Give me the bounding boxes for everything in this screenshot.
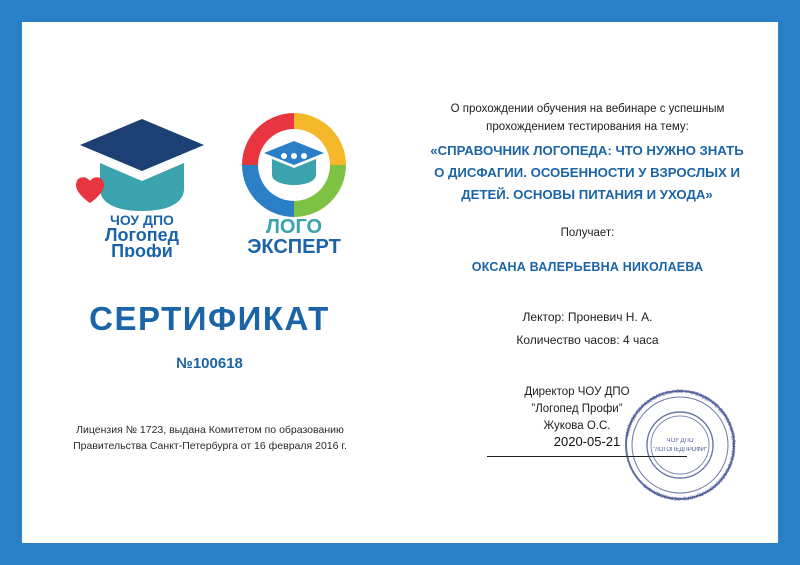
intro-line-1: О прохождении обучения на вебинаре с успешным: [450, 103, 725, 115]
logo-expert-line1: ЛОГО: [265, 216, 323, 238]
license-text: [40, 422, 380, 454]
director-line-1: Директор ЧОУ ДПО: [524, 386, 630, 398]
hours-text: Количество часов: 4 часа: [516, 333, 659, 347]
certificate-title: СЕРТИФИКАТ: [89, 300, 330, 337]
license-line-2: Правительства Санкт-Петербурга от 16 февраля 2016 г.: [73, 440, 347, 452]
stamp-outer-text: ЧАСТНОЕ ОБРАЗОВАТЕЛЬНОЕ УЧРЕЖДЕНИЕ ДОПОЛНИТЕЛЬНОГО ПРОФЕССИОНАЛЬНОГО ОБРАЗОВАНИЯ: [624, 388, 737, 502]
director-line-3: Жукова О.С.: [543, 420, 611, 432]
license-line-1: Лицензия № 1723, выдана Комитетом по образованию: [76, 424, 344, 436]
certificate-right-column: [397, 22, 778, 543]
logo-expert-logo: [227, 107, 362, 257]
stamp-inner-line1: ЧОУ ДПО: [666, 438, 694, 444]
certificate-content: [22, 22, 778, 543]
intro-text: [405, 100, 770, 136]
official-stamp-icon: [615, 380, 745, 510]
recipient-name: ОКСАНА ВАЛЕРЬЕВНА НИКОЛАЕВА: [471, 260, 704, 274]
course-topic: [401, 140, 773, 206]
logo-group: [62, 107, 362, 257]
logo-line2: Логопед: [104, 225, 180, 245]
director-line-2: ”Логопед Профи”: [531, 403, 623, 415]
lecturer-text: Лектор: Проневич Н. А.: [522, 310, 653, 324]
recipient-label: Получает:: [560, 227, 615, 239]
intro-line-2: прохождением тестирования на тему:: [486, 121, 689, 133]
logo-expert-line2: ЭКСПЕРТ: [247, 236, 341, 257]
logoped-profi-logo: [72, 107, 212, 257]
certificate-left-column: [22, 22, 397, 543]
issue-date: 2020-05-21: [553, 434, 621, 449]
certificate-number: №100618: [176, 355, 243, 372]
logo-line3: Профи: [111, 241, 173, 257]
topic-line-2: О ДИСФАГИИ. ОСОБЕННОСТИ У ВЗРОСЛЫХ И: [434, 165, 740, 180]
stamp-inner-line2: "ЛОГОПЕДПРОФИ": [652, 447, 708, 453]
logo-line1: ЧОУ ДПО: [110, 212, 174, 228]
topic-line-3: ДЕТЕЙ. ОСНОВЫ ПИТАНИЯ И УХОДА»: [461, 187, 713, 202]
topic-line-1: «СПРАВОЧНИК ЛОГОПЕДА: ЧТО НУЖНО ЗНАТЬ: [430, 143, 744, 158]
